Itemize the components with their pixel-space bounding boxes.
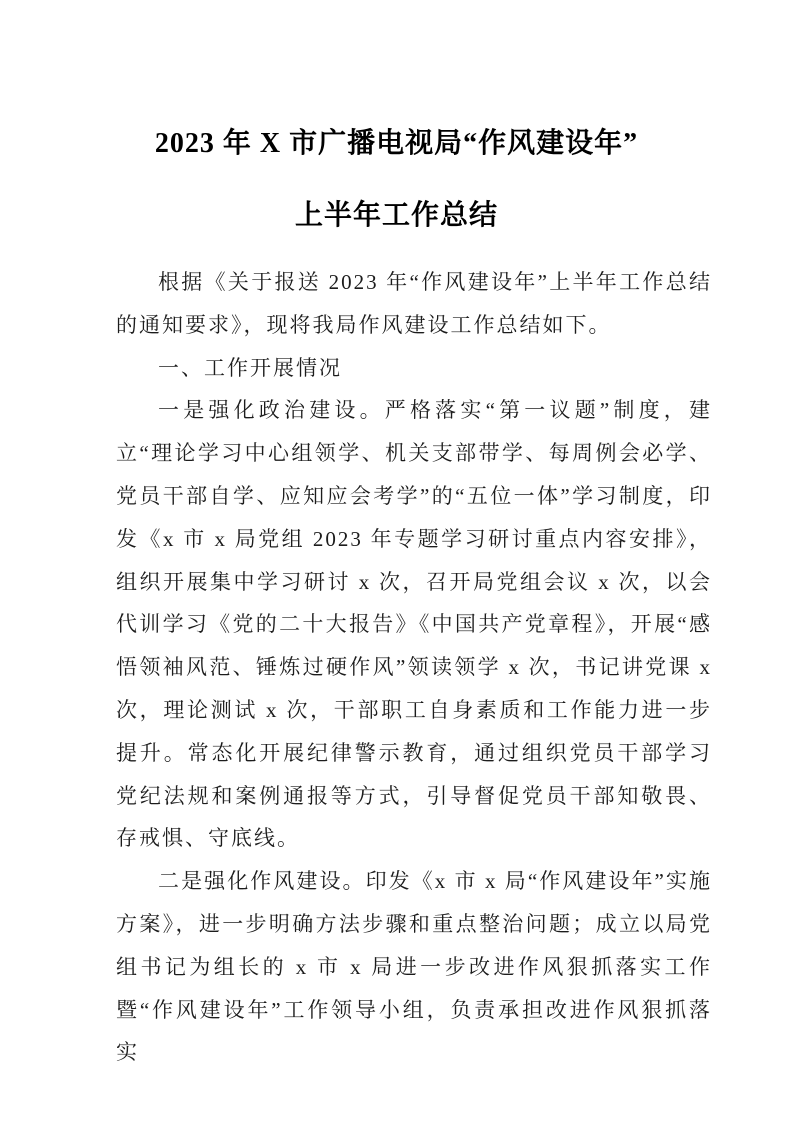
document-body (116, 261, 712, 1074)
section-heading: 一、工作开展情况 (158, 355, 342, 380)
document-title (0, 108, 793, 252)
document-title-line-2: 上半年工作总结 (294, 200, 498, 231)
document-title-line-1: 2023 年 X 市广播电视局“作风建设年” (154, 128, 639, 159)
body-paragraph: 根据《关于报送 2023 年“作风建设年”上半年工作总结的通知要求》，现将我局作风建设工作总结如下。 (116, 270, 712, 337)
body-paragraph: 二是强化作风建设。印发《x 市 x 局“作风建设年”实施方案》，进一步明确方法步骤和重点整治问题；成立以局党组书记为组长的 x 市 x 局进一步改进作风狠抓落实工作暨“作风建设年”工作领导小组，负责承担改进作风狠抓落实 (116, 869, 712, 1065)
body-paragraph: 一是强化政治建设。严格落实“第一议题”制度，建立“理论学习中心组领学、机关支部带学、每周例会必学、党员干部自学、应知应会考学”的“五位一体”学习制度，印发《x 市 x 局党组 2023 年专题学习研讨重点内容安排》，组织开展集中学习研讨 x 次，召开局党组会议 x 次，以会代训学习《党的二十大报告》《中国共产党章程》，开展“感悟领袖风范、锤炼过硬作风”领读领学 x 次，书记讲党课 x 次，理论测试 x 次，干部职工自身素质和工作能力进一步提升。常态化开展纪律警示教育，通过组织党员干部学习党纪法规和案例通报等方式，引导督促党员干部知敬畏、存戒惧、守底线。 (116, 398, 712, 851)
